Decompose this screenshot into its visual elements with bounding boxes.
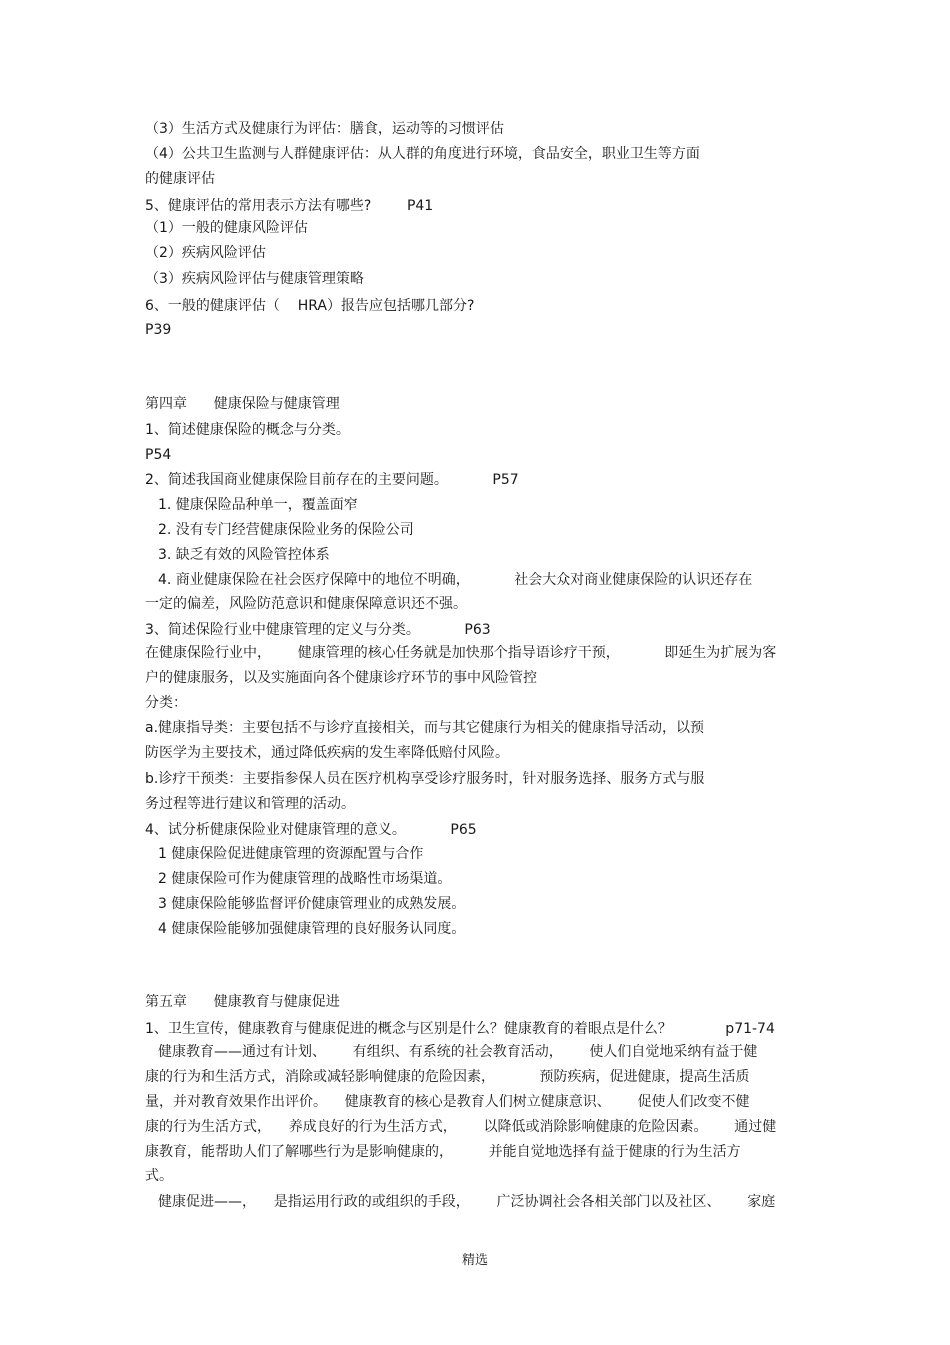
page-reference: P54 — [145, 447, 172, 463]
chapter-heading: 第五章 健康教育与健康促进 — [145, 994, 340, 1010]
question-heading: 4、试分析健康保险业对健康管理的意义。 P65 — [145, 822, 477, 838]
list-item: 2. 没有专门经营健康保险业务的保险公司 — [158, 522, 414, 538]
question-heading: 5、健康评估的常用表示方法有哪些? P41 — [145, 198, 434, 214]
text-line: 的健康评估 — [145, 171, 215, 187]
text-line: 务过程等进行建议和管理的活动。 — [145, 796, 355, 812]
list-item: 2 健康保险可作为健康管理的战略性市场渠道。 — [158, 871, 452, 887]
list-item: 1 健康保险促进健康管理的资源配置与合作 — [158, 846, 424, 862]
question-heading: 3、简述保险行业中健康管理的定义与分类。 P63 — [145, 622, 491, 638]
list-item: 1. 健康保险品种单一，覆盖面窄 — [158, 497, 358, 513]
text-line: 康教育，能帮助人们了解哪些行为是影响健康的， 并能自觉地选择有益于健康的行为生活方 — [145, 1144, 741, 1160]
list-item: 3 健康保险能够监督评价健康管理业的成熟发展。 — [158, 896, 466, 912]
question-heading: 1、卫生宣传，健康教育与健康促进的概念与区别是什么？健康教育的着眼点是什么？ p71-74 — [145, 1021, 775, 1037]
text-line: 户的健康服务，以及实施面向各个健康诊疗环节的事中风险管控 — [145, 670, 537, 686]
chapter-heading: 第四章 健康保险与健康管理 — [145, 396, 340, 412]
text-line: （4）公共卫生监测与人群健康评估：从人群的角度进行环境，食品安全，职业卫生等方面 — [145, 146, 700, 162]
text-line: 健康教育——通过有计划、 有组织、有系统的社会教育活动， 使人们自觉地采纳有益于健 — [158, 1044, 758, 1060]
text-line: 一定的偏差，风险防范意识和健康保障意识还不强。 — [145, 596, 467, 612]
text-line: 式。 — [145, 1168, 173, 1184]
text-line: 健康促进——， 是指运用行政的或组织的手段， 广泛协调社会各相关部门以及社区、 家庭 — [158, 1194, 776, 1210]
text-line: a.健康指导类：主要包括不与诊疗直接相关，而与其它健康行为相关的健康指导活动，以预 — [145, 720, 705, 736]
question-heading: 1、简述健康保险的概念与分类。 — [145, 422, 350, 438]
text-line: （3）疾病风险评估与健康管理策略 — [145, 271, 364, 287]
question-heading: 2、简述我国商业健康保险目前存在的主要问题。 P57 — [145, 472, 519, 488]
text-line: 康的行为生活方式， 养成良好的行为生活方式， 以降低或消除影响健康的危险因素。 通过健 — [145, 1119, 777, 1135]
list-item: 3. 缺乏有效的风险管控体系 — [158, 547, 330, 563]
text-line: 康的行为和生活方式，消除或减轻影响健康的危险因素， 预防疾病，促进健康，提高生活质 — [145, 1069, 750, 1085]
text-line: 防医学为主要技术，通过降低疾病的发生率降低赔付风险。 — [145, 745, 509, 761]
page-footer: 精选 — [461, 1253, 488, 1268]
text-line: （2）疾病风险评估 — [145, 245, 266, 261]
list-item: 4 健康保险能够加强健康管理的良好服务认同度。 — [158, 921, 466, 937]
text-line: b.诊疗干预类：主要指参保人员在医疗机构享受诊疗服务时，针对服务选择、服务方式与服 — [145, 771, 705, 787]
text-line: （3）生活方式及健康行为评估：膳食，运动等的习惯评估 — [145, 121, 504, 137]
text-line: 在健康保险行业中， 健康管理的核心任务就是加快那个指导语诊疗干预， 即延生为扩展为客 — [145, 645, 777, 661]
text-line: 分类： — [145, 695, 187, 711]
question-heading: 6、一般的健康评估（ HRA）报告应包括哪几部分? — [145, 298, 475, 314]
text-line: （1）一般的健康风险评估 — [145, 220, 308, 236]
page-reference: P39 — [145, 322, 172, 338]
text-line: 量，并对教育效果作出评价。 健康教育的核心是教育人们树立健康意识、 促使人们改变不健 — [145, 1094, 750, 1110]
list-item: 4. 商业健康保险在社会医疗保障中的地位不明确， 社会大众对商业健康保险的认识还存在 — [158, 572, 753, 588]
